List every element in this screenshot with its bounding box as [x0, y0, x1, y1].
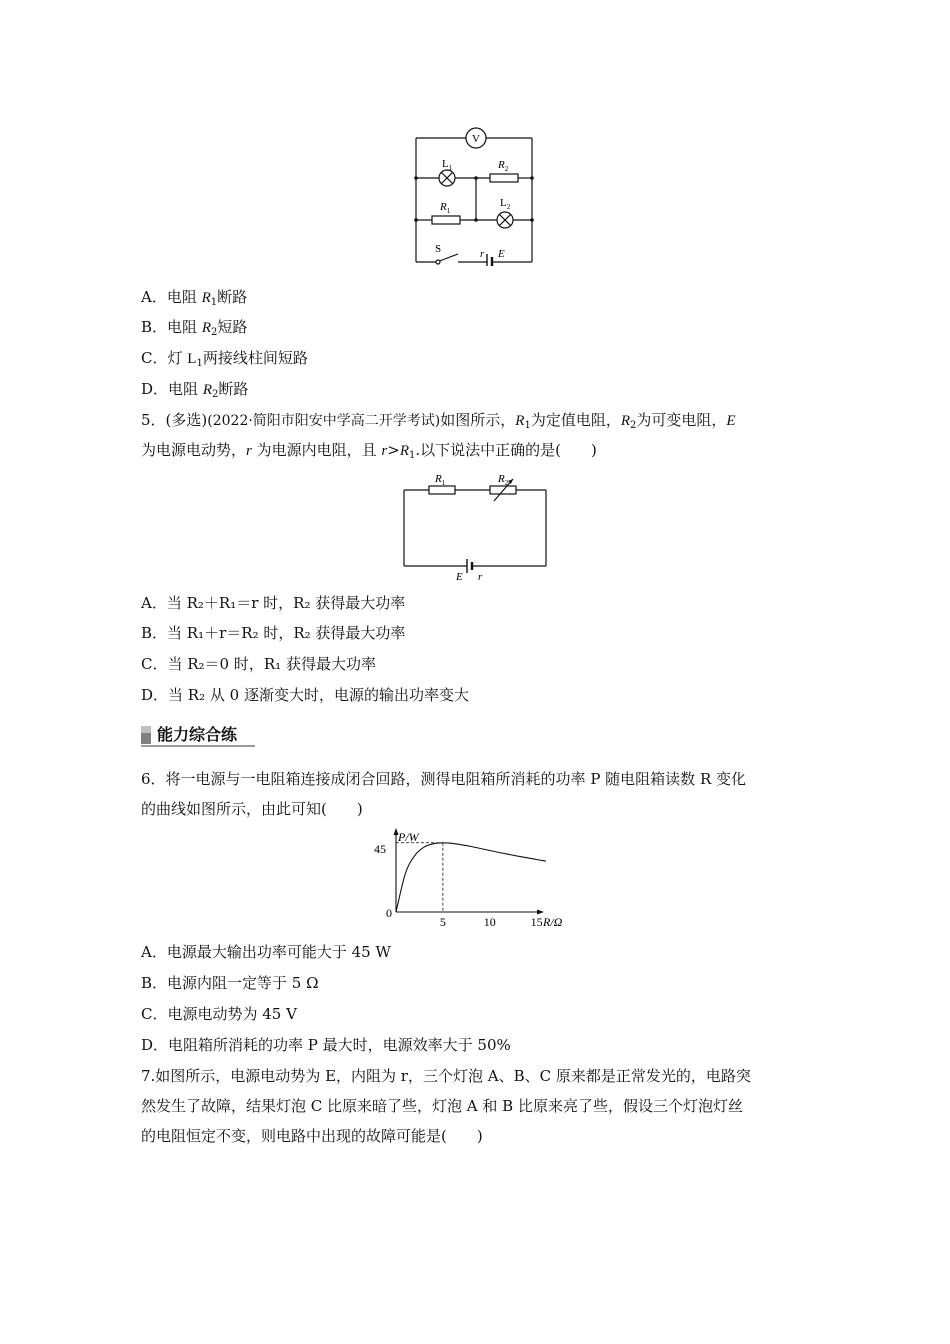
q6-option-a[interactable]: A．电源最大输出功率可能大于 45 W: [141, 943, 391, 961]
section-title: 能力综合练: [157, 725, 238, 744]
r1-label: $R_1$: [440, 201, 451, 215]
section-marker-icon: [141, 726, 151, 744]
emf-label: E: [456, 571, 463, 583]
q7-stem-line2: 然发生了故障，结果灯泡 C 比原来暗了些，灯泡 A 和 B 比原来亮了些，假设三个灯泡灯丝: [141, 1097, 743, 1115]
q4-option-a[interactable]: A．电阻 $R_1$断路: [141, 288, 248, 308]
q6-option-c[interactable]: C．电源电动势为 45 V: [141, 1005, 297, 1023]
q5-option-a[interactable]: A．当 R₂＋R₁＝r 时，R₂ 获得最大功率: [141, 594, 406, 612]
x-tick-label-10: 10: [483, 915, 496, 929]
q7-stem-line1: 7.如图所示，电源电动势为 E，内阻为 r，三个灯泡 A、B、C 原来都是正常发光的，电路突: [141, 1067, 751, 1085]
internal-r-label: r: [480, 248, 485, 260]
internal-r-label: r: [478, 571, 483, 583]
q4-option-c[interactable]: C．灯 $L_1$两接线柱间短路: [141, 349, 308, 369]
q5-stem-line2: 为电源电动势，r 为电源内电阻，且 $r>R_1$.以下说法中正确的是( ): [141, 441, 597, 461]
q4-option-b[interactable]: B．电阻 $R_2$短路: [141, 318, 248, 338]
r2-label: $R_2$: [498, 473, 509, 487]
q5-option-d[interactable]: D．当 R₂ 从 0 逐渐变大时，电源的输出功率变大: [141, 686, 469, 704]
resistor-r1-icon: [429, 486, 455, 494]
q6-stem-line2: 的曲线如图所示，由此可知( ): [141, 800, 363, 818]
section-underline: [141, 745, 255, 747]
origin-label: 0: [386, 906, 392, 920]
switch-label: S: [435, 243, 442, 255]
power-curve: [396, 843, 546, 912]
q5-option-c[interactable]: C．当 R₂＝0 时，R₁ 获得最大功率: [141, 655, 376, 673]
q5-option-b[interactable]: B．当 R₁＋r＝R₂ 时，R₂ 获得最大功率: [141, 624, 406, 642]
x-axis-label: R/Ω: [543, 915, 563, 929]
q6-stem-line1: 6．将一电源与一电阻箱连接成闭合回路，测得电阻箱所消耗的功率 P 随电阻箱读数 R 变化: [141, 770, 747, 788]
q4-option-d[interactable]: D．电阻 $R_2$断路: [141, 380, 249, 400]
l1-label: $L_1$: [442, 158, 453, 172]
q5-stem-line1: 5．(多选)(2022·简阳市阳安中学高二开学考试)如图所示，$R_1$为定值电阻，$R_2$为可变电阻，E: [141, 411, 736, 431]
x-tick-label-5: 5: [439, 915, 446, 929]
section-heading: [141, 724, 255, 746]
r1-label: $R_1$: [435, 473, 446, 487]
q6-option-b[interactable]: B．电源内阻一定等于 5 Ω: [141, 974, 319, 992]
q6-option-d[interactable]: D．电阻箱所消耗的功率 P 最大时，电源效率大于 50%: [141, 1036, 511, 1054]
power-resistance-chart: [350, 826, 580, 932]
y-axis-label: P/W: [398, 830, 419, 844]
l2-label: $L_2$: [500, 197, 511, 211]
resistor-r1-icon: [432, 216, 460, 224]
x-tick-label-15: 15: [530, 915, 543, 929]
y-tick-label-45: 45: [374, 842, 386, 856]
r2-label: $R_2$: [498, 159, 509, 173]
circuit-figure-1: [408, 126, 544, 266]
circuit-figure-2: [398, 470, 552, 586]
q7-stem-line3: 的电阻恒定不变，则电路中出现的故障可能是( ): [141, 1127, 483, 1145]
voltmeter-label: V: [472, 133, 480, 145]
emf-label: E: [498, 248, 505, 260]
resistor-r2-icon: [490, 174, 518, 182]
x-axis-arrow-icon: [537, 910, 544, 915]
